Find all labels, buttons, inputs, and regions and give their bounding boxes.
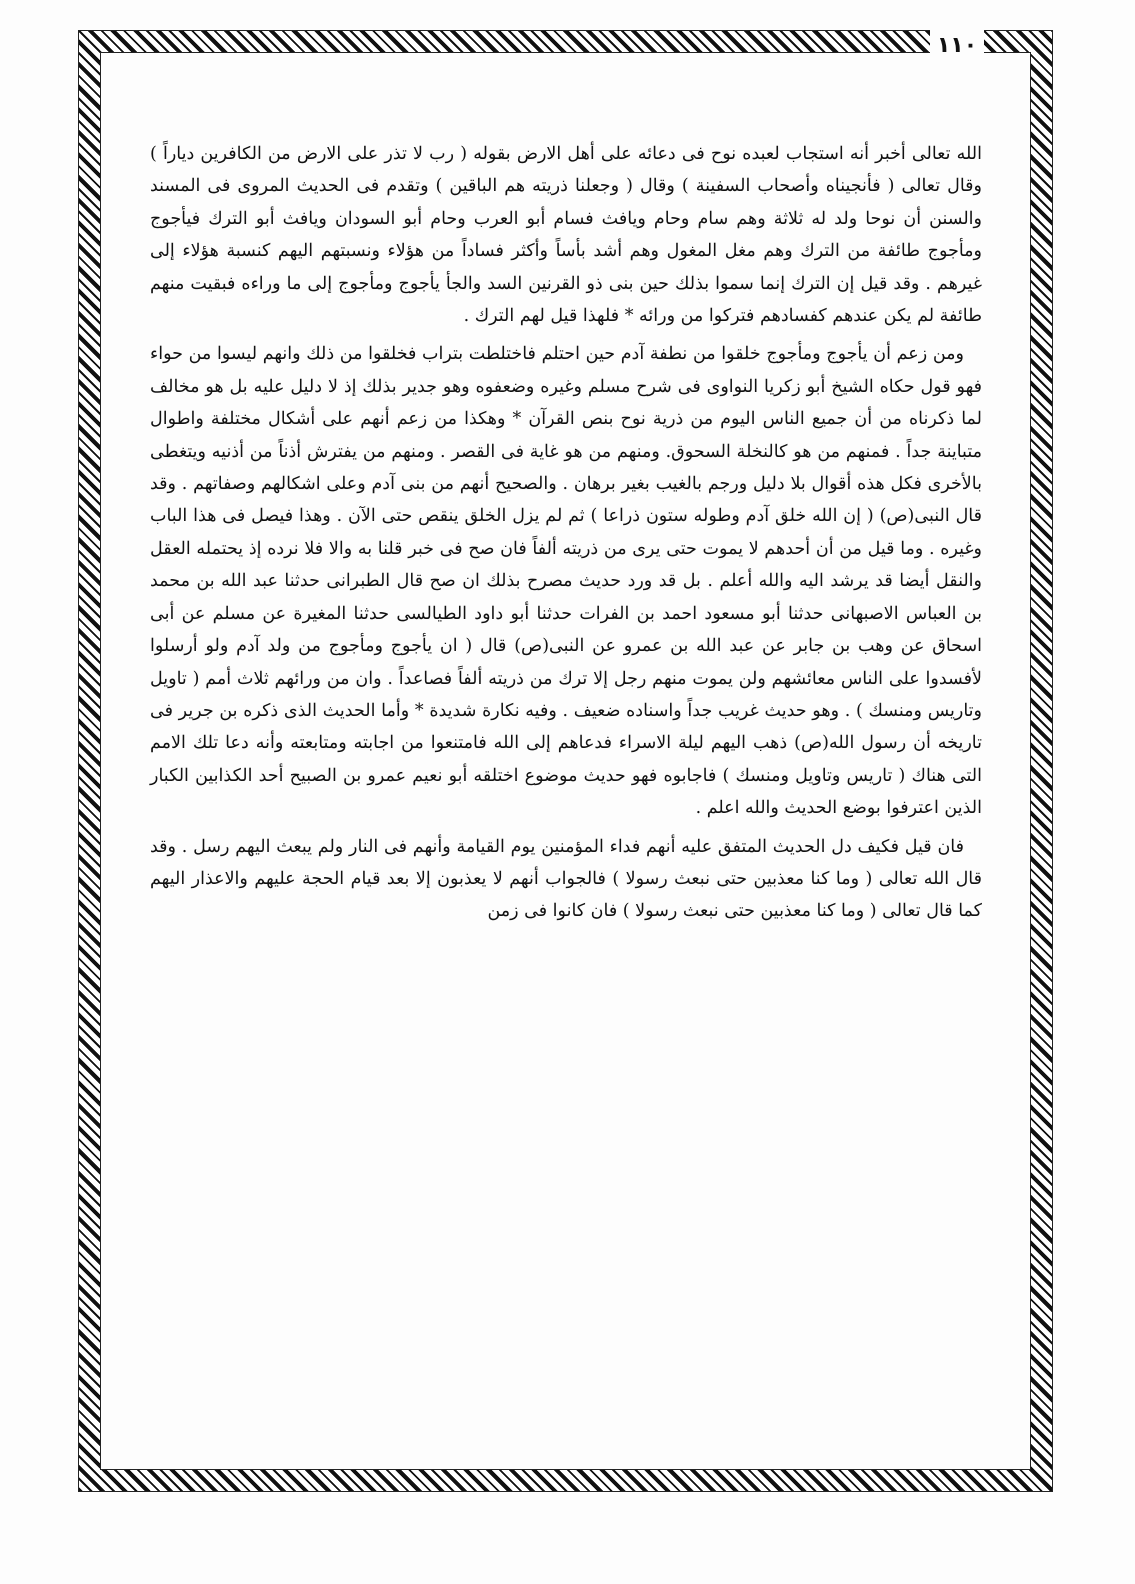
page-number-box [930, 30, 984, 60]
page-body [150, 138, 982, 1458]
page-number: ١١٠ [936, 32, 978, 58]
paragraph-2: ومن زعم أن يأجوج ومأجوج خلقوا من نطفة آدم حين احتلم فاختلطت بتراب فخلقوا من ذلك وانهم ليسوا من حواء فهو قول حكاه الشيخ أبو زكريا النواوى فى شرح مسلم وغيره وضعفوه وهو جدير بذلك إذ لا دليل عليه بل هو مخالف لما ذكرناه من أن جميع الناس اليوم من ذرية نوح بنص القرآن * وهكذا من زعم أنهم على أشكال مختلفة واطوال متباينة جداً . فمنهم من هو كالنخلة السحوق. ومنهم من هو غاية فى القصر . ومنهم من يفترش أذناً من أذنيه ويتغطى بالأخرى فكل هذه أقوال بلا دليل ورجم بالغيب بغير برهان . والصحيح أنهم من بنى آدم وعلى اشكالهم وصفاتهم . وقد قال النبى(ص) ( إن الله خلق آدم وطوله ستون ذراعا ) ثم لم يزل الخلق ينقص حتى الآن . وهذا فيصل فى هذا الباب وغيره . وما قيل من أن أحدهم لا يموت حتى يرى من ذريته ألفاً فان صح فى خبر قلنا به والا فلا نرده إذ يحتمله العقل والنقل أيضا قد يرشد اليه والله أعلم . بل قد ورد حديث مصرح بذلك ان صح قال الطبرانى حدثنا عبد الله بن محمد بن العباس الاصبهانى حدثنا أبو مسعود احمد بن الفرات حدثنا أبو داود الطيالسى حدثنا المغيرة عن مسلم عن أبى اسحاق عن وهب بن جابر عن عبد الله بن عمرو عن النبى(ص) قال ( ان يأجوج ومأجوج من ولد آدم ولو أرسلوا لأفسدوا على الناس معائشهم ولن يموت منهم رجل إلا ترك من ذريته ألفاً فصاعداً . وان من ورائهم ثلاث أمم ( تاويل وتاريس ومنسك ) . وهو حديث غريب جداً واسناده ضعيف . وفيه نكارة شديدة * وأما الحديث الذى ذكره بن جرير فى تاريخه أن رسول الله(ص) ذهب اليهم ليلة الاسراء فدعاهم إلى الله فامتنعوا من اجابته ومتابعته وأنه دعا تلك الامم التى هناك ( تاريس وتاويل ومنسك ) فاجابوه فهو حديث موضوع اختلقه أبو نعيم عمرو بن الصبيح أحد الكذابين الكبار الذين اعترفوا بوضع الحديث والله اعلم . [150, 344, 982, 819]
paragraph-3: فان قيل فكيف دل الحديث المتفق عليه أنهم فداء المؤمنين يوم القيامة وأنهم فى النار ولم يبعث اليهم رسل . وقد قال الله تعالى ( وما كنا معذبين حتى نبعث رسولا ) فالجواب أنهم لا يعذبون إلا بعد قيام الحجة عليهم والاعذار اليهم كما قال تعالى ( وما كنا معذبين حتى نبعث رسولا ) فان كانوا فى زمن [150, 836, 982, 922]
paragraph-1: الله تعالى أخبر أنه استجاب لعبده نوح فى دعائه على أهل الارض بقوله ( رب لا تذر على الارض من الكافرين دياراً ) وقال تعالى ( فأنجيناه وأصحاب السفينة ) وقال ( وجعلنا ذريته هم الباقين ) وتقدم فى الحديث المروى فى المسند والسنن أن نوحا ولد له ثلاثة وهم سام وحام ويافث فسام أبو العرب وحام أبو السودان ويافث أبو الترك فيأجوج ومأجوج طائفة من الترك وهم مغل المغول وهم أشد بأساً وأكثر فساداً من هؤلاء ونسبتهم اليهم كنسبة هؤلاء إلى غيرهم . وقد قيل إن الترك إنما سموا بذلك حين بنى ذو القرنين السد والجأ يأجوج ومأجوج إلى ما وراءه فبقيت منهم طائفة لم يكن عندهم كفسادهم فتركوا من ورائه * فلهذا قيل لهم الترك . [150, 144, 982, 327]
